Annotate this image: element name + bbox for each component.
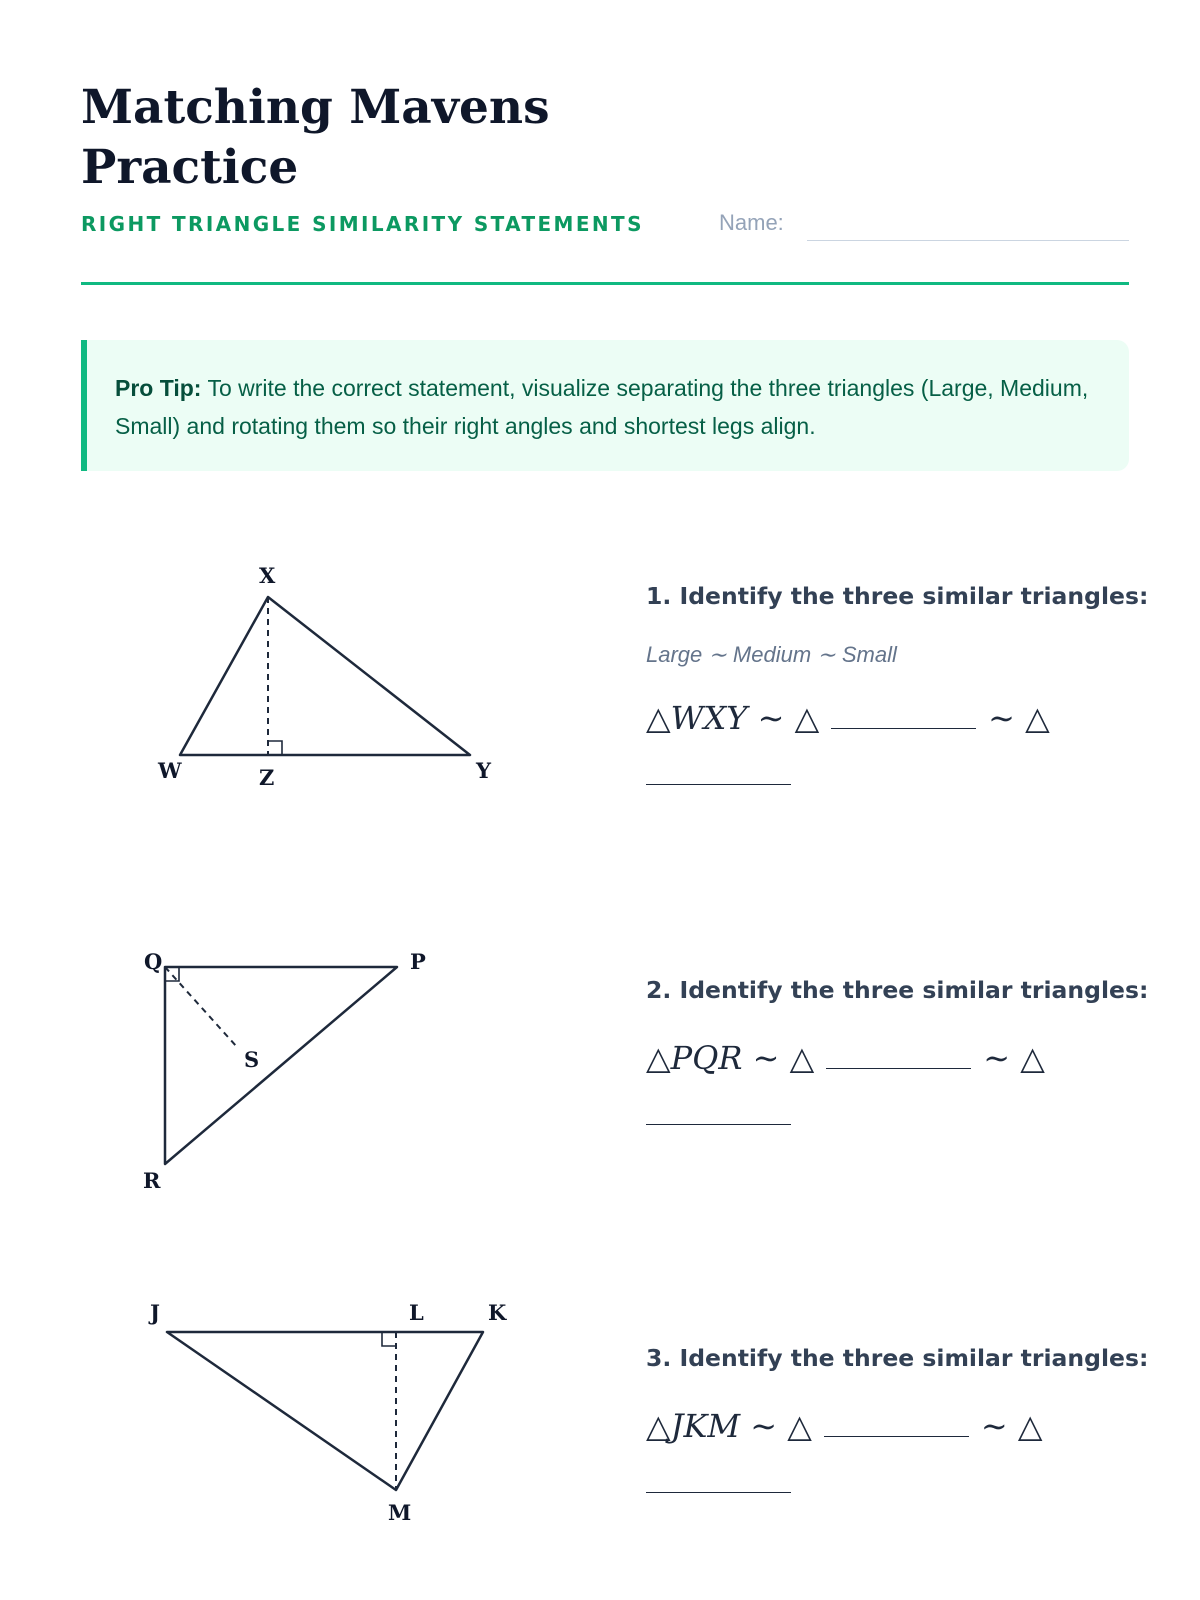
pro-tip-box	[81, 340, 1129, 471]
figure-1	[120, 555, 540, 795]
answer-blank[interactable]	[826, 1046, 971, 1069]
vertex-label: Z	[259, 765, 275, 790]
answer-blank[interactable]	[824, 1414, 969, 1437]
vertex-label: J	[150, 1300, 160, 1325]
vertex-label: P	[410, 949, 426, 974]
right-angle-mark	[382, 1332, 396, 1346]
vertex-label: L	[409, 1300, 424, 1325]
vertex-label: X	[259, 563, 276, 588]
vertex-label: Q	[144, 949, 163, 974]
figure-2	[120, 935, 540, 1195]
figure-3	[120, 1295, 540, 1535]
vertex-label: Y	[476, 758, 491, 783]
given-triangle: WXY	[670, 699, 748, 737]
answer-blank[interactable]	[646, 762, 791, 785]
page-title: Matching Mavens Practice	[81, 80, 550, 195]
header-divider	[81, 282, 1129, 285]
page-subtitle: RIGHT TRIANGLE SIMILARITY STATEMENTS	[81, 212, 644, 236]
problem-1-prompt: 1. Identify the three similar triangles:	[646, 582, 1149, 610]
name-input-line[interactable]	[807, 240, 1129, 241]
name-label: Name:	[719, 210, 784, 235]
problem-1-hint: Large ∼ Medium ∼ Small	[646, 642, 897, 667]
triangle-diagram-1	[120, 555, 540, 795]
triangle-wxy	[180, 597, 470, 755]
answer-blank[interactable]	[646, 1470, 791, 1493]
vertex-label: W	[158, 758, 182, 783]
vertex-label: K	[488, 1300, 507, 1325]
pro-tip-label: Pro Tip:	[115, 375, 202, 401]
vertex-label: R	[143, 1168, 161, 1193]
triangle-diagram-3	[120, 1295, 540, 1535]
problem-2-prompt: 2. Identify the three similar triangles:	[646, 976, 1149, 1004]
given-triangle: PQR	[670, 1039, 743, 1077]
triangle-jkm	[167, 1332, 483, 1490]
vertex-label: S	[244, 1047, 260, 1072]
given-triangle: JKM	[670, 1407, 741, 1445]
problem-3-statement: △JKM ∼ △ ∼ △	[646, 1398, 1146, 1510]
triangle-pqr	[165, 967, 397, 1164]
answer-blank[interactable]	[831, 706, 976, 729]
problem-1-statement: △WXY ∼ △ ∼ △	[646, 690, 1146, 802]
answer-blank[interactable]	[646, 1102, 791, 1125]
problem-3-prompt: 3. Identify the three similar triangles:	[646, 1344, 1149, 1372]
triangle-diagram-2	[120, 935, 540, 1195]
problem-2-statement: △PQR ∼ △ ∼ △	[646, 1030, 1146, 1142]
right-angle-mark	[268, 741, 282, 755]
altitude-qs	[165, 967, 237, 1047]
vertex-label: M	[388, 1500, 412, 1525]
pro-tip-text: To write the correct statement, visualize separating the three triangles (Large, Medium, Small) and rotating them so their right angles and shortest legs align.	[115, 375, 1089, 439]
